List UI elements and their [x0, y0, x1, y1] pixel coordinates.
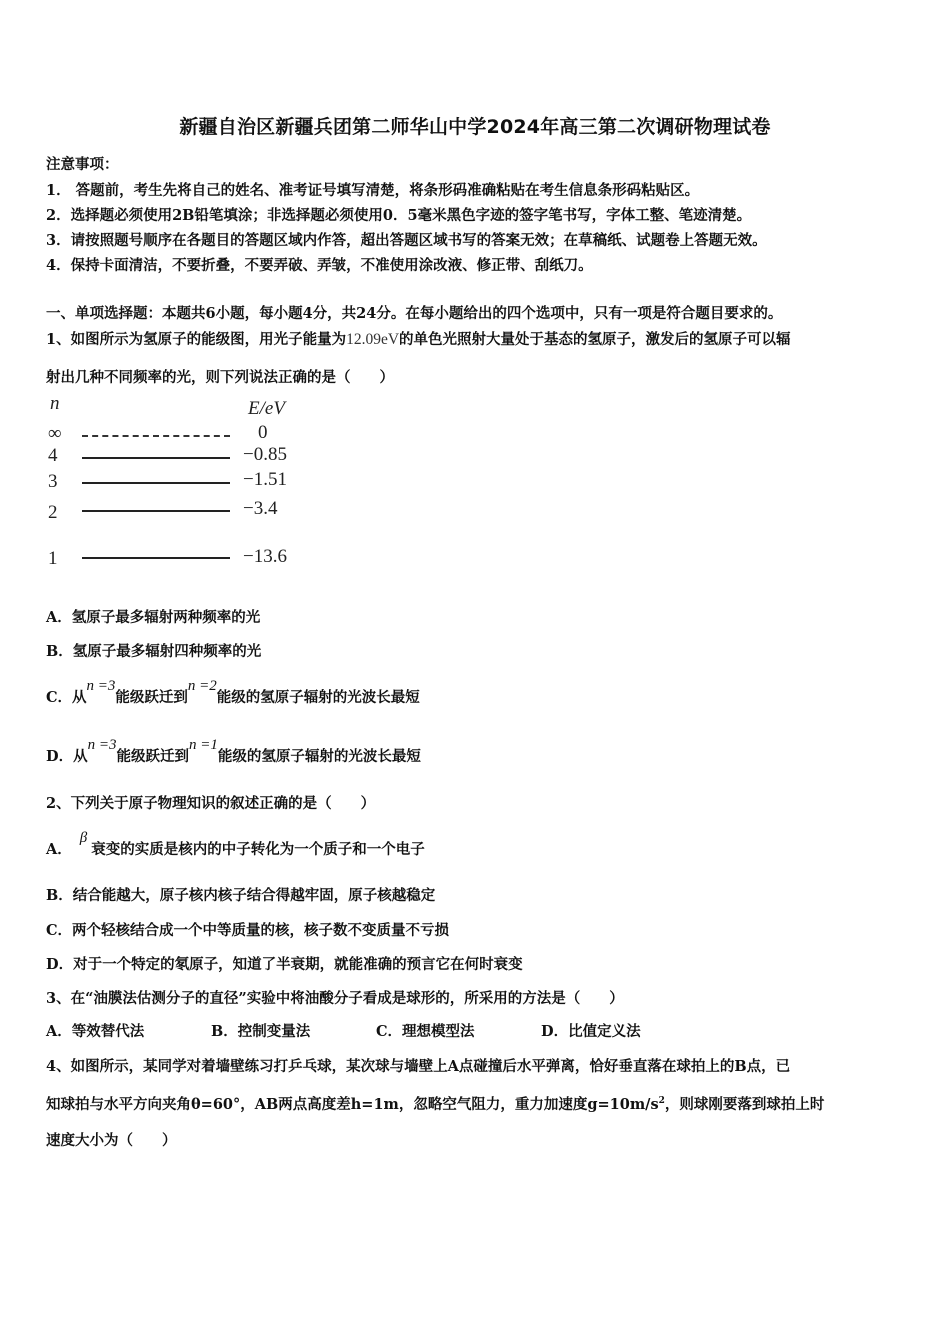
q2-option-d: D．对于一个特定的氡原子，知道了半衰期，就能准确的预言它在何时衰变 [46, 956, 523, 973]
section-heading: 一、单项选择题：本题共6小题，每小题4分，共24分。在每小题给出的四个选项中，只有一项是符合题目要求的。 [46, 305, 783, 322]
q1-stem-line1 [46, 328, 791, 349]
notice-item: 3．请按照题号顺序在各题目的答题区域内作答，超出答题区域书写的答案无效；在草稿纸、试题卷上答题无效。 [46, 232, 767, 249]
q1-option-a: A．氢原子最多辐射两种频率的光 [46, 609, 261, 626]
notice-item: 4．保持卡面清洁，不要折叠，不要弄破、弄皱，不准使用涂改液、修正带、刮纸刀。 [46, 257, 593, 274]
q1-option-d [46, 737, 421, 766]
q2-option-b: B．结合能越大，原子核内核子结合得越牢固，原子核越稳定 [46, 887, 436, 904]
q4-stem-line2-a: 知球拍与水平方向夹角θ=60°，AB两点高度差h=1m，忽略空气阻力，重力加速度g=10m/s [46, 1096, 659, 1113]
energy-axis-header: E/eV [248, 398, 285, 419]
q1-option-c-math1: n =3 [86, 678, 116, 694]
notice-item: 1． 答题前，考生先将自己的姓名、准考证号填写清楚，将条形码准确粘贴在考生信息条形码粘贴区。 [46, 182, 700, 199]
q3-option: C．理想模型法 [376, 1023, 475, 1040]
q1-stem-b: 的单色光照射大量处于基态的氢原子，激发后的氢原子可以辐 [399, 331, 791, 348]
level-energy-label: −3.4 [243, 498, 278, 519]
energy-level-diagram [40, 393, 320, 578]
q1-option-c [46, 678, 420, 707]
q2-stem: 2、下列关于原子物理知识的叙述正确的是（ ） [46, 795, 376, 812]
q3-option: B．控制变量法 [211, 1023, 311, 1040]
level-energy-label: −1.51 [243, 469, 287, 490]
q1-option-c-mid: 能级跃迁到 [115, 689, 188, 706]
level-line-1 [82, 557, 230, 559]
level-n-label: 1 [48, 548, 58, 569]
q1-option-c-prefix: C．从 [46, 689, 87, 706]
q2-option-a [46, 830, 425, 859]
q4-stem-line3: 速度大小为（ ） [46, 1132, 177, 1149]
q2-option-a-text: 衰变的实质是核内的中子转化为一个质子和一个电子 [91, 841, 425, 858]
q1-option-c-math2: n =2 [187, 678, 217, 694]
q4-superscript: 2 [658, 1096, 665, 1107]
q1-option-b: B．氢原子最多辐射四种频率的光 [46, 643, 262, 660]
q1-stem-a: 1、如图所示为氢原子的能级图，用光子能量为 [46, 331, 347, 348]
level-line-3 [82, 482, 230, 484]
q1-option-d-math2: n =1 [188, 737, 218, 753]
level-n-label: ∞ [48, 423, 62, 444]
level-n-label: 2 [48, 502, 58, 523]
q1-energy: 12.09eV [346, 331, 400, 348]
level-line-4 [82, 457, 230, 459]
level-n-label: 3 [48, 471, 58, 492]
level-energy-label: 0 [258, 422, 268, 443]
q3-stem: 3、在“油膜法估测分子的直径”实验中将油酸分子看成是球形的，所采用的方法是（ ） [46, 990, 624, 1007]
notice-heading: 注意事项： [46, 156, 119, 173]
q1-option-d-math1: n =3 [87, 737, 117, 753]
beta-symbol: β [79, 830, 88, 846]
q1-option-d-prefix: D．从 [46, 748, 88, 765]
level-energy-label: −13.6 [243, 546, 287, 567]
q3-option: D．比值定义法 [541, 1023, 641, 1040]
q3-option: A．等效替代法 [46, 1023, 145, 1040]
page-title: 新疆自治区新疆兵团第二师华山中学2024年高三第二次调研物理试卷 [179, 116, 771, 138]
level-line-infinity [82, 435, 230, 437]
q4-stem-line1: 4、如图所示，某同学对着墙壁练习打乒乓球，某次球与墙壁上A点碰撞后水平弹离，恰好垂直落在球拍上的B点，已 [46, 1058, 791, 1075]
q1-option-c-suffix: 能级的氢原子辐射的光波长最短 [216, 689, 420, 706]
q4-stem-line2 [46, 1093, 824, 1114]
level-n-label: 4 [48, 445, 58, 466]
q4-stem-line2-b: ，则球刚要落到球拍上时 [664, 1096, 825, 1113]
level-line-2 [82, 510, 230, 512]
q2-option-a-prefix: A． [46, 841, 72, 858]
n-axis-header: n [50, 393, 60, 414]
notice-item: 2．选择题必须使用2B铅笔填涂；非选择题必须使用0．5毫米黑色字迹的签字笔书写，字体工整、笔迹清楚。 [46, 207, 752, 224]
q2-option-c: C．两个轻核结合成一个中等质量的核，核子数不变质量不亏损 [46, 922, 450, 939]
level-energy-label: −0.85 [243, 444, 287, 465]
q1-option-d-suffix: 能级的氢原子辐射的光波长最短 [217, 748, 421, 765]
q1-option-d-mid: 能级跃迁到 [116, 748, 189, 765]
q1-stem-line2: 射出几种不同频率的光，则下列说法正确的是（ ） [46, 369, 394, 386]
